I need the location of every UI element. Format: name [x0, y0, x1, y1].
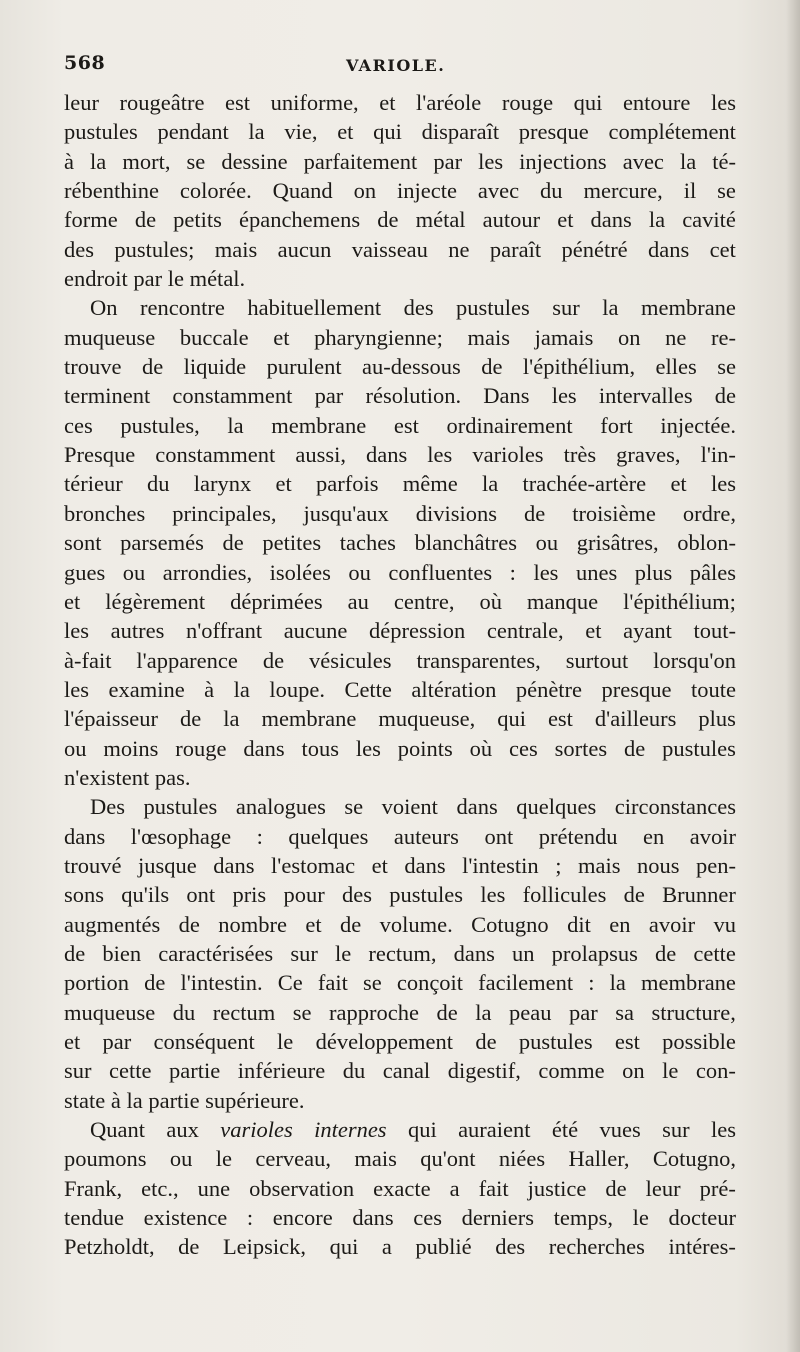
text-line: sur cette partie inférieure du canal digestif, comme on le con- [64, 1058, 736, 1084]
text-line: augmentés de nombre et de volume. Cotugno dit en avoir vu [64, 911, 736, 937]
text-line: poumons ou le cerveau, mais qu'ont niées Haller, Cotugno, [64, 1146, 736, 1172]
text-line: Frank, etc., une observation exacte a fait justice de leur pré- [64, 1175, 736, 1201]
text-line: à-fait l'apparence de vésicules transparentes, surtout lorsqu'on [64, 647, 736, 673]
text-line: leur rougeâtre est uniforme, et l'aréole rouge qui entoure les [64, 90, 736, 115]
text-line: à la mort, se dessine parfaitement par les injections avec la té- [64, 148, 736, 174]
text-line: de bien caractérisées sur le rectum, dans un prolapsus de cette [64, 940, 736, 966]
text-line: n'existent pas. [64, 764, 191, 790]
text-line: sons qu'ils ont pris pour des pustules les follicules de Brunner [64, 882, 736, 908]
text-line: terminent constamment par résolution. Dans les intervalles de [64, 383, 736, 409]
text-line: trouvé jusque dans l'estomac et dans l'intestin ; mais nous pen- [64, 852, 736, 878]
page-header [64, 52, 740, 88]
text-line: forme de petits épanchemens de métal autour et dans la cavité [64, 207, 736, 233]
text-line: gues ou arrondies, isolées ou confluentes : les unes plus pâles [64, 559, 736, 585]
text-line: muqueuse du rectum se rapproche de la peau par sa structure, [64, 999, 736, 1025]
text-line: endroit par le métal. [64, 266, 246, 292]
text-line: bronches principales, jusqu'aux divisions de troisième ordre, [64, 500, 736, 526]
text-line: pustules pendant la vie, et qui disparaît presque complétement [64, 119, 736, 145]
text-line: portion de l'intestin. Ce fait se conçoit facilement : la membrane [64, 970, 736, 996]
text-line: dans l'œsophage : quelques auteurs ont prétendu en avoir [64, 823, 736, 849]
body-text [64, 88, 736, 1262]
text-line: des pustules; mais aucun vaisseau ne paraît pénétré dans cet [64, 236, 736, 262]
text-line: muqueuse buccale et pharyngienne; mais jamais on ne re- [64, 324, 736, 350]
text-line: sont parsemés de petites taches blanchâtres ou grisâtres, oblon- [64, 530, 736, 556]
text-line: et légèrement déprimées au centre, où manque l'épithélium; [64, 588, 736, 614]
text-line: l'épaisseur de la membrane muqueuse, qui est d'ailleurs plus [64, 706, 736, 732]
text-line: les examine à la loupe. Cette altération pénètre presque toute [64, 676, 736, 702]
page-edge-shadow [786, 0, 800, 1352]
text-line: les autres n'offrant aucune dépression centrale, et ayant tout- [64, 618, 736, 644]
text-line: state à la partie supérieure. [64, 1087, 305, 1113]
text-line: tendue existence : encore dans ces derniers temps, le docteur [64, 1205, 736, 1231]
text-line: ces pustules, la membrane est ordinairement fort injectée. [64, 412, 736, 438]
text-line: et par conséquent le développement de pustules est possible [64, 1029, 736, 1054]
running-title: VARIOLE. [346, 56, 446, 75]
text-line: Presque constamment aussi, dans les varioles très graves, l'in- [64, 442, 736, 468]
text-line: Petzholdt, de Leipsick, qui a publié des recherches intéres- [64, 1234, 736, 1260]
text-line: ou moins rouge dans tous les points où ces sortes de pustules [64, 735, 736, 761]
page-number: 568 [64, 52, 106, 74]
text-line: Quant aux varioles internes qui auraient été vues sur les [90, 1117, 736, 1143]
text-line: On rencontre habituellement des pustules sur la membrane [90, 295, 736, 321]
text-line: rébenthine colorée. Quand on injecte avec du mercure, il se [64, 178, 736, 204]
text-line: trouve de liquide purulent au-dessous de l'épithélium, elles se [64, 354, 736, 380]
text-line: Des pustules analogues se voient dans quelques circonstances [90, 794, 736, 820]
text-line: térieur du larynx et parfois même la trachée-artère et les [64, 471, 736, 497]
